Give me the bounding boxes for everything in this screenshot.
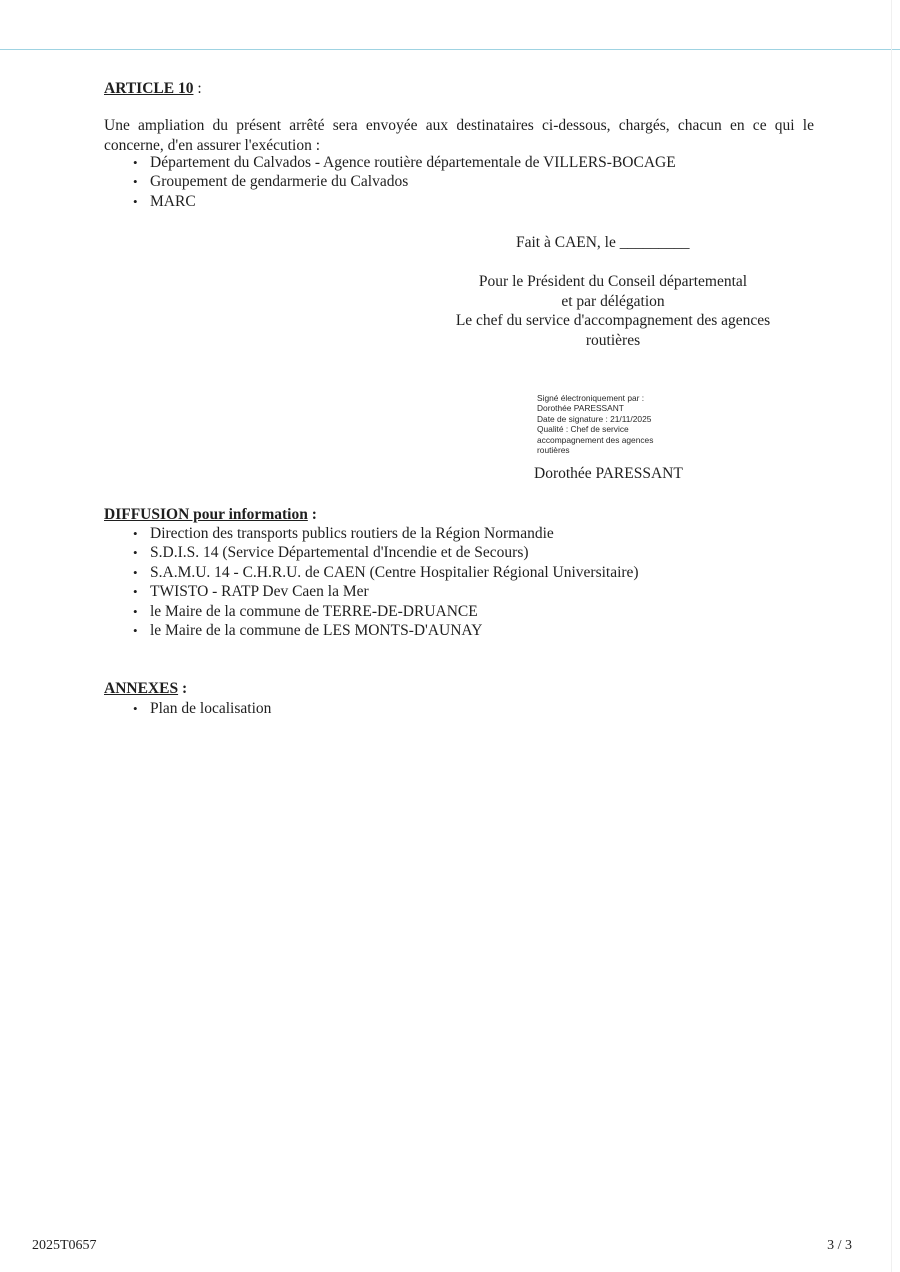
- bullet-icon: •: [133, 174, 138, 190]
- bullet-icon: •: [133, 155, 138, 170]
- list-item: [132, 543, 639, 562]
- article-heading-title: ARTICLE 10: [104, 80, 194, 97]
- scan-border-line: [0, 49, 900, 50]
- bullet-icon: •: [133, 193, 138, 209]
- esign-line: routières: [537, 445, 570, 456]
- delegation-line: routières: [585, 331, 641, 349]
- article-paragraph-line-2: concerne, d'en assurer l'exécution :: [104, 136, 321, 154]
- bullet-icon: •: [133, 526, 138, 541]
- bullet-icon: •: [133, 564, 138, 580]
- article-paragraph: [104, 116, 814, 155]
- bullet-icon: •: [133, 701, 138, 716]
- signer-name: Dorothée PARESSANT: [534, 465, 683, 482]
- diffusion-heading-title: DIFFUSION pour information: [104, 506, 308, 523]
- list-item: [132, 563, 639, 582]
- annexes-heading-title: ANNEXES: [104, 680, 179, 697]
- list-item-text: TWISTO - RATP Dev Caen la Mer: [150, 583, 369, 601]
- document-reference: 2025T0657: [32, 1238, 97, 1253]
- list-item-text: le Maire de la commune de TERRE-DE-DRUANCE: [150, 602, 478, 620]
- ampliation-recipients-list: [132, 153, 676, 211]
- diffusion-heading-colon: :: [307, 506, 317, 523]
- diffusion-list: [132, 524, 639, 640]
- list-item: [132, 582, 639, 601]
- list-item: [132, 153, 676, 172]
- delegation-line: Le chef du service d'accompagnement des agences: [455, 312, 771, 329]
- list-item: [132, 192, 676, 211]
- list-item: [132, 524, 639, 543]
- list-item-text: Département du Calvados - Agence routière départementale de VILLERS-BOCAGE: [150, 154, 676, 171]
- list-item-text: Plan de localisation: [150, 700, 272, 717]
- list-item-text: le Maire de la commune de LES MONTS-D'AUNAY: [150, 622, 483, 640]
- annexes-heading-colon: :: [178, 680, 188, 697]
- list-item: [132, 699, 271, 718]
- article-heading: [104, 80, 202, 98]
- list-item-text: S.A.M.U. 14 - C.H.R.U. de CAEN (Centre Hospitalier Régional Universitaire): [150, 563, 639, 581]
- bullet-icon: •: [133, 603, 138, 619]
- delegation-line: et par délégation: [561, 292, 665, 310]
- list-item: [132, 621, 639, 640]
- diffusion-heading: [104, 506, 317, 524]
- annexes-heading: [104, 680, 187, 698]
- list-item: [132, 172, 676, 191]
- esign-line: Dorothée PARESSANT: [537, 403, 624, 414]
- list-item-text: Groupement de gendarmerie du Calvados: [150, 173, 409, 191]
- esign-line: Qualité : Chef de service: [537, 424, 629, 435]
- article-heading-colon: :: [193, 80, 202, 97]
- delegation-line: Pour le Président du Conseil départemental: [478, 273, 748, 290]
- bullet-icon: •: [133, 584, 138, 600]
- place-and-date: Fait à CAEN, le _________: [516, 234, 690, 251]
- list-item-text: S.D.I.S. 14 (Service Départemental d'Incendie et de Secours): [150, 544, 529, 562]
- esign-line: Date de signature : 21/11/2025: [537, 413, 652, 424]
- scan-edge-shadow: [891, 0, 892, 1272]
- list-item-text: MARC: [150, 192, 196, 210]
- list-item: [132, 602, 639, 621]
- list-item-text: Direction des transports publics routiers de la Région Normandie: [150, 525, 554, 542]
- bullet-icon: •: [133, 623, 138, 639]
- esign-line: Signé électroniquement par :: [537, 393, 645, 403]
- article-paragraph-line-1: Une ampliation du présent arrêté sera envoyée aux destinataires ci-dessous, chargés, chacun en ce qui le: [104, 117, 814, 134]
- esign-line: accompagnement des agences: [537, 434, 654, 445]
- bullet-icon: •: [133, 545, 138, 561]
- annexes-list: [132, 699, 271, 718]
- electronic-signature-stamp: [537, 393, 653, 455]
- delegation-block: [430, 272, 796, 350]
- page-number: 3 / 3: [827, 1238, 852, 1253]
